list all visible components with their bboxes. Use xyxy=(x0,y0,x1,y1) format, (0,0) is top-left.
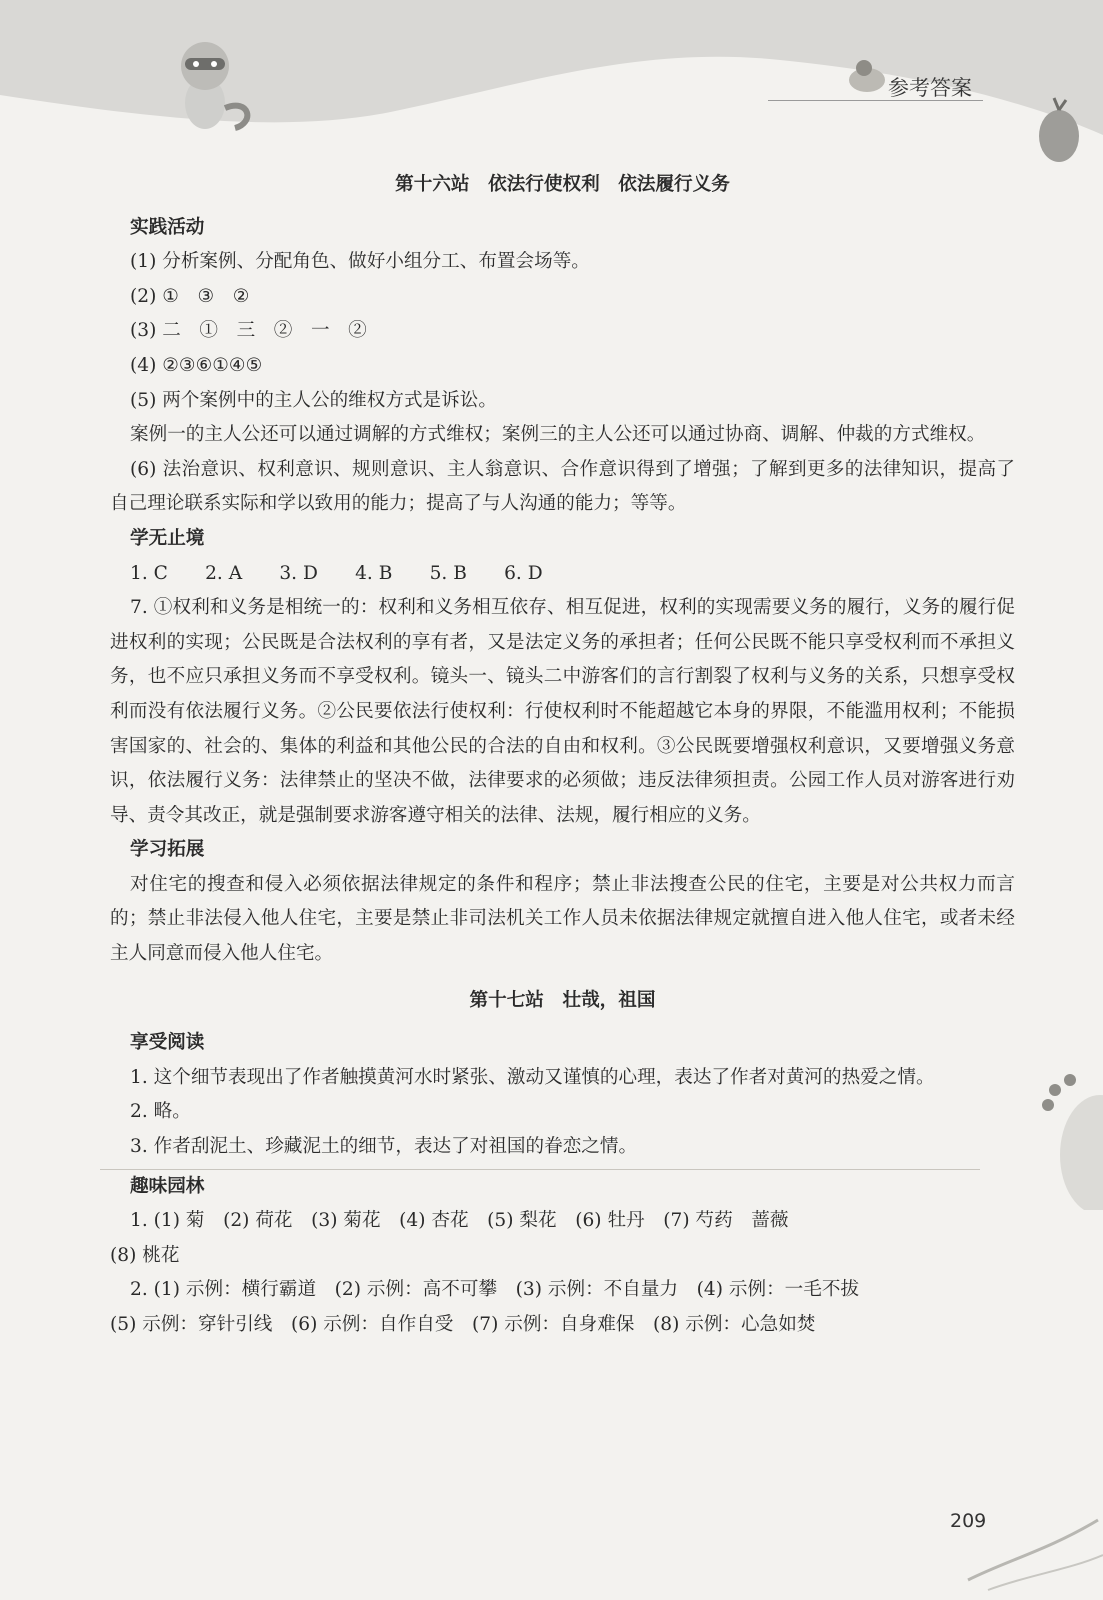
raccoon-mascot-icon xyxy=(150,28,260,138)
answer-line: (8) 桃花 xyxy=(110,1244,180,1266)
berry-icon xyxy=(1032,96,1087,166)
subsection-heading: 趣味园林 xyxy=(130,1175,205,1197)
subsection-heading: 实践活动 xyxy=(130,216,205,238)
answer-line: (2) ① ③ ② xyxy=(130,285,250,307)
subsection-heading: 学无止境 xyxy=(130,527,205,549)
subsection-heading: 学习拓展 xyxy=(130,839,205,861)
answer-paragraph: (6) 法治意识、权利意识、规则意识、主人翁意识、合作意识得到了增强；了解到更多的法律知识，提高了自己理论联系实际和学以致用的能力；提高了与人沟通的能力；等等。 xyxy=(110,458,1015,515)
answer-paragraph: 对住宅的搜查和侵入必须依据法律规定的条件和程序；禁止非法搜查公民的住宅，主要是对公共权力而言的；禁止非法侵入他人住宅，主要是禁止非司法机关工作人员未依据法律规定就擅自进入他人住宅，或者未经主人同意而侵入他人住宅。 xyxy=(110,873,1015,965)
subsection-heading: 享受阅读 xyxy=(130,1032,205,1054)
answer-paragraph: 案例一的主人公还可以通过调解的方式维权；案例三的主人公还可以通过协商、调解、仲裁的方式维权。 xyxy=(130,424,986,446)
leaf-decoration-icon xyxy=(1030,1060,1103,1210)
answer-line: (1) 分析案例、分配角色、做好小组分工、布置会场等。 xyxy=(130,251,590,273)
page-number: 209 xyxy=(950,1510,987,1532)
answer-line: (3) 二 ① 三 ② 一 ② xyxy=(130,320,367,342)
answer-line: (5) 示例：穿针引线 (6) 示例：自作自受 (7) 示例：自身难保 (8) 示例：心急如焚 xyxy=(110,1314,816,1335)
answer-paragraph: 7. ①权利和义务是相统一的：权利和义务相互依存、相互促进，权利的实现需要义务的履行，义务的履行促进权利的实现；公民既是合法权利的享有者，又是法定义务的承担者；任何公民既不能只享受权利而不承担义务，也不应只承担义务而不享受权利。镜头一、镜头二中游客们的言行割裂了权利与义务的关系，只想享受权利而没有依法履行义务。②公民要依法行使权利：行使权利时不能超越它本身的界限，不能滥用权利；不能损害国家的、社会的、集体的利益和其他公民的合法的自由和权利。③公民既要增强权利意识，又要增强义务意识，依法履行义务：法律禁止的坚决不做，法律要求的必须做；违反法律须担责。公园工作人员对游客进行劝导、责令其改正，就是强制要求游客遵守相关的法律、法规，履行相应的义务。 xyxy=(110,597,1015,826)
section-title: 第十七站 壮哉，祖国 xyxy=(469,989,656,1011)
bird-icon xyxy=(842,48,892,98)
answer-line: 3. 作者刮泥土、珍藏泥土的细节，表达了对祖国的眷恋之情。 xyxy=(130,1136,638,1158)
answer-line: (4) ②③⑥①④⑤ xyxy=(130,354,263,376)
section-title: 第十六站 依法行使权利 依法履行义务 xyxy=(395,174,730,195)
answer-line: 1. 这个细节表现出了作者触摸黄河水时紧张、激动又谨慎的心理，表达了作者对黄河的热爱之情。 xyxy=(130,1066,935,1088)
footer-decoration-icon xyxy=(948,1460,1103,1600)
choice-answers: 1. C 2. A 3. D 4. B 5. B 6. D xyxy=(130,562,543,584)
answer-line: (5) 两个案例中的主人公的维权方式是诉讼。 xyxy=(130,389,497,411)
answer-content xyxy=(110,168,1015,1343)
answer-line: 2. 略。 xyxy=(130,1101,191,1123)
answer-line: 2. (1) 示例：横行霸道 (2) 示例：高不可攀 (3) 示例：不自量力 (4) 示例：一毛不拔 xyxy=(130,1279,860,1301)
answer-line: 1. (1) 菊 (2) 荷花 (3) 菊花 (4) 杏花 (5) 梨花 (6) 牡丹 (7) 芍药 蔷薇 xyxy=(130,1210,789,1232)
header-label: 参考答案 xyxy=(888,76,972,100)
